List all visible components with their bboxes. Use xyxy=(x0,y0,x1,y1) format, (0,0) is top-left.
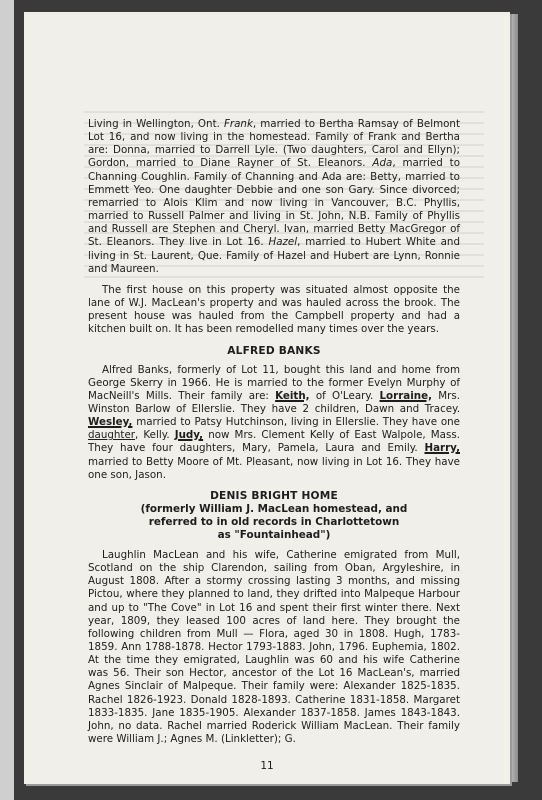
text-run: now Mrs. Clement Kelly of East Walpole, Mass. They have four daughters, Mary, Pamela, Laura and Emily. xyxy=(88,429,460,455)
text-run: Alfred Banks, formerly of Lot 11, bought this land and home from George Skerry in 1966. He is married to the former Evelyn Murphy of MacNeill's Mills. Their family are: xyxy=(88,363,460,402)
family-member-name: Lorraine, xyxy=(379,389,432,402)
italic-name: Hazel xyxy=(268,236,298,249)
scanner-bed-edge xyxy=(0,0,14,800)
text-run: , married to Hubert White and living in St. Laurent, Que. Family of Hazel and Hubert are Lynn, Ronnie and Maureen. xyxy=(88,236,460,275)
family-member-name: Wesley, xyxy=(88,416,133,429)
house-history-paragraph: The first house on this property was situated almost opposite the lane of W.J. MacLean's property and was hauled across the brook. The present house was hauled from the Campbell property and had a kitchen built on. It has been remodelled many times over the years. xyxy=(88,283,460,336)
italic-name: Ada xyxy=(372,157,393,170)
maclean-history-paragraph: Laughlin MacLean and his wife, Catherine emigrated from Mull, Scotland on the ship Clarendon, sailing from Oban, Argyleshire, in August 1808. After a stormy crossing lasting 3 months, and missing Pictou, where they planned to land, they drifted into Malpeque Harbour and up to "The Cove" in Lot 16 and spent their first winter there. Next year, 1809, they leased 100 acres of land here. They brought the following children from Mull — Flora, aged 30 in 1808. Hugh, 1783-1859. Ann 1788-1878. Hector 1793-1883. John, 1796. Euphemia, 1802. At the time they emigrated, Laughlin was 60 and his wife Catherine was 56. Their son Hector, ancestor of the Lot 16 MacLean's, married Agnes Sinclair of Malpeque. Their family were: Alexander 1825-1835. Rachel 1826-1923. Donald 1828-1893. Catherine 1831-1858. Margaret 1833-1835. Jane 1835-1905. Alexander 1837-1858. James 1843-1843. John, no data. Rachel married Roderick William MacLean. Their family were William J.; Agnes M. (Linkletter); G. xyxy=(88,548,460,746)
subtitle-line-1: (formerly William J. MacLean homestead, and xyxy=(140,502,408,515)
underlined-word: daughter xyxy=(88,429,136,442)
italic-name: Frank xyxy=(223,118,253,130)
family-member-name: Judy, xyxy=(174,429,204,442)
text-run: Mrs. Winston Barlow of Ellerslie. They have 2 children, Dawn and Tracey. xyxy=(88,389,460,415)
subtitle-line-3: as "Fountainhead") xyxy=(217,528,331,541)
denis-bright-home-subtitle xyxy=(88,503,460,542)
text-run: , Kelly. xyxy=(135,429,175,442)
alfred-banks-heading: ALFRED BANKS xyxy=(227,344,321,357)
subtitle-line-2: referred to in old records in Charlottetown xyxy=(148,515,400,528)
text-run: married to Betty Moore of Mt. Pleasant, now living in Lot 16. They have one son, Jason. xyxy=(88,455,460,481)
text-run: married to Patsy Hutchinson, living in Ellerslie. They have one xyxy=(132,416,460,429)
text-run: , married to Channing Coughlin. Family of Channing and Ada are: Betty, married to Emmett Yeo. One daughter Debbie and one son Gary. Since divorced; remarried to Alois Klim and now living in Vancouver, B.C. Phyllis, married to Russell Palmer and living in St. John, N.B. Family of Phyllis and Russell are Stephen and Cheryl. Ivan, married Betty MacGregor of St. Eleanors. They live in Lot 16. xyxy=(88,157,461,249)
text-run: , married to Bertha Ramsay of Belmont Lot 16, and now living in the homestead. Family of Frank and Bertha are: Donna, married to Darrell Lyle. (Two daughters, Carol and Ellyn); Gordon, married to Diane Rayner of St. Eleanors. xyxy=(88,118,460,170)
family-member-name: Keith, xyxy=(275,389,310,402)
text-run: of O'Leary. xyxy=(309,389,380,402)
text-run: Living in Wellington, Ont. xyxy=(88,118,224,130)
denis-bright-home-heading: DENIS BRIGHT HOME xyxy=(210,489,338,502)
family-member-name: Harry, xyxy=(424,442,460,455)
page-text xyxy=(88,118,460,754)
alfred-banks-paragraph xyxy=(88,364,460,482)
page-number: 11 xyxy=(260,760,274,772)
intro-paragraph xyxy=(88,118,460,276)
